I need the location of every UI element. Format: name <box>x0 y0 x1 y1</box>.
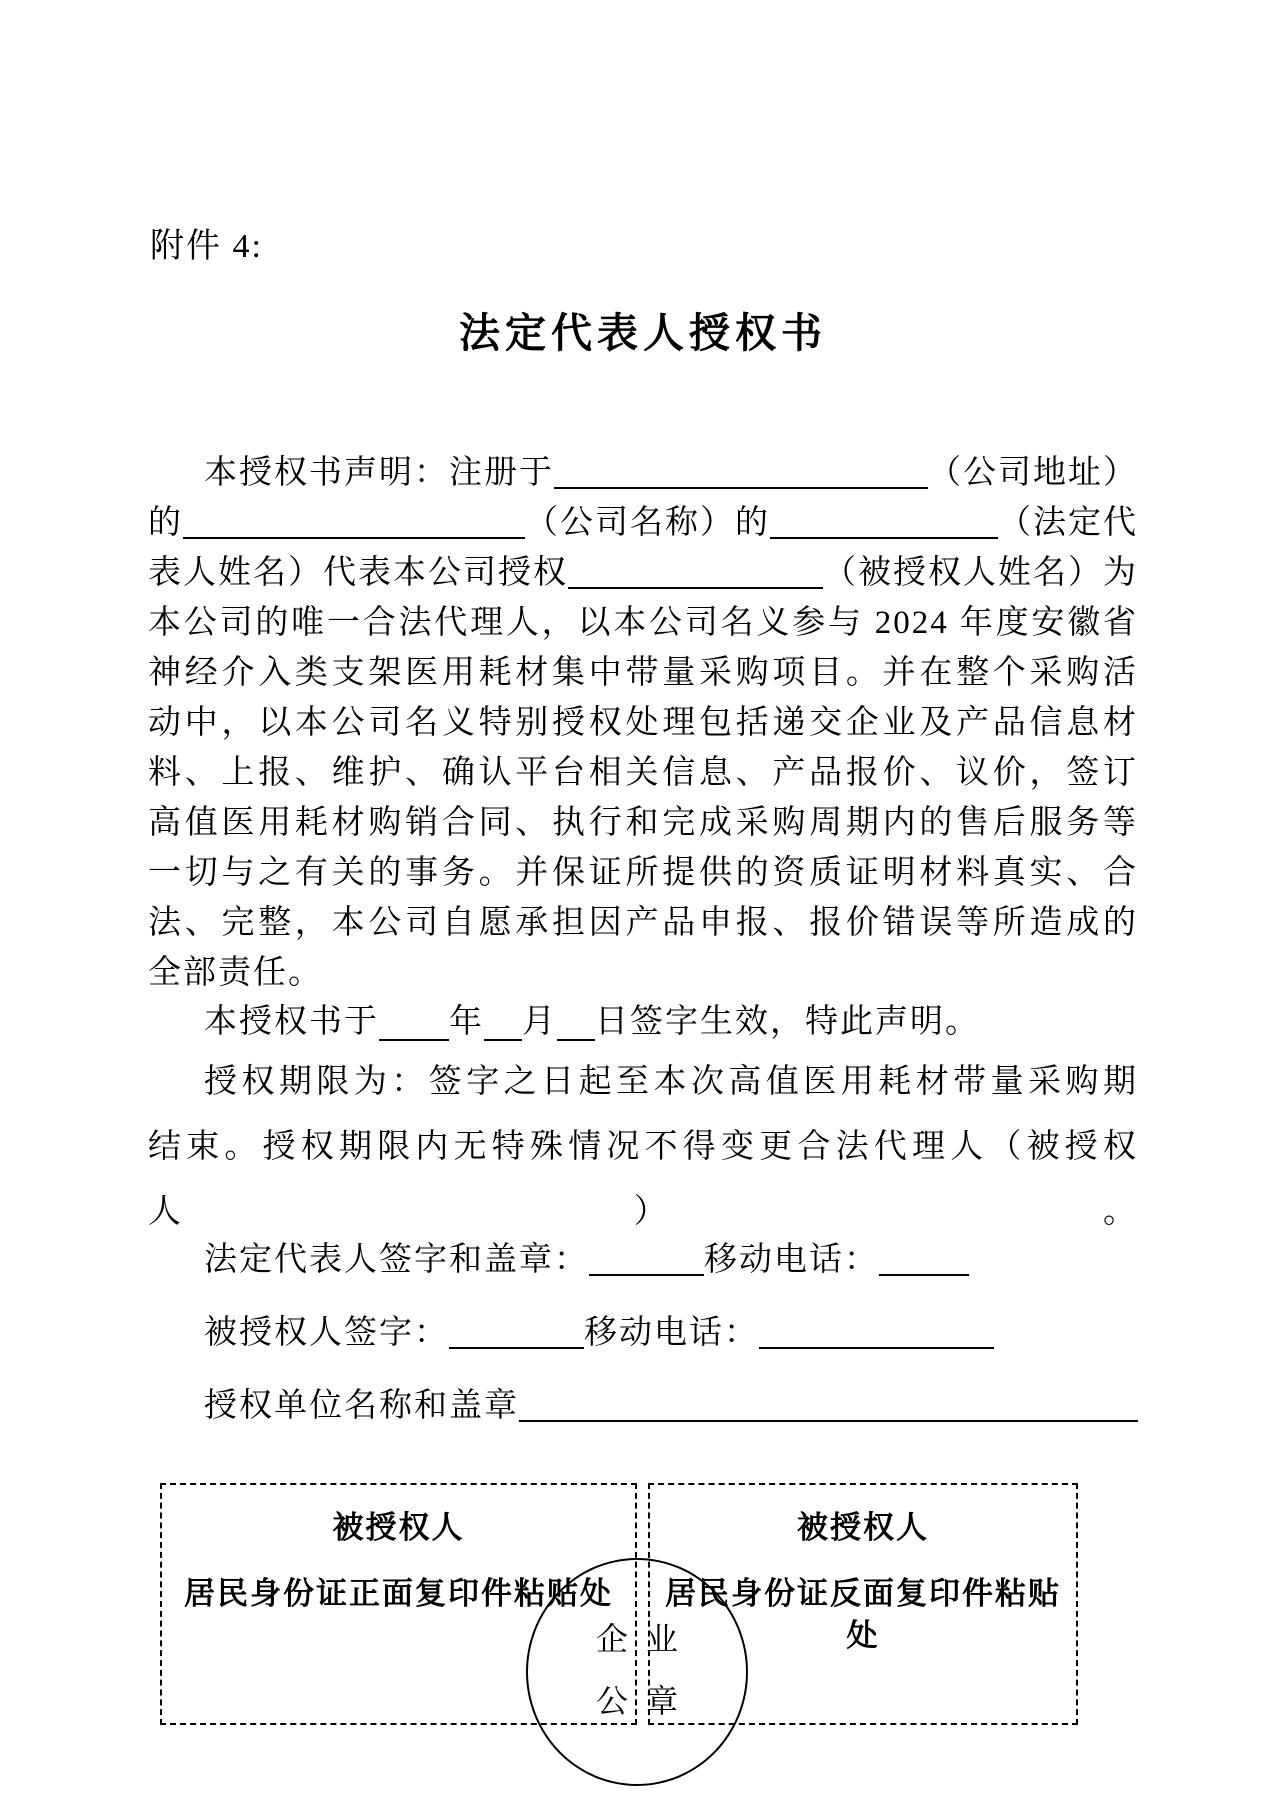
text-segment: 移动电话： <box>584 1315 759 1351</box>
company-seal-circle <box>526 1558 748 1786</box>
seal-char: 业 <box>646 1621 679 1657</box>
text-segment: 授权单位名称和盖章 <box>204 1388 519 1424</box>
blank-underline <box>484 1009 522 1041</box>
blank-underline <box>589 1244 704 1276</box>
text-line: 法、完整，本公司自愿承担因产品申报、报价错误等所造成的 <box>148 905 1138 941</box>
seal-text-row <box>528 1682 746 1720</box>
text-segment: 年 <box>449 1004 484 1040</box>
text-line <box>148 995 1138 1050</box>
paste-box-title: 被授权人 <box>332 1510 465 1545</box>
blank-underline <box>183 507 525 539</box>
blank-underline <box>519 1390 1138 1422</box>
blank-underline <box>879 1244 969 1276</box>
authorization-period-paragraph <box>148 1050 1138 1230</box>
text-segment: （公司地址） <box>928 455 1138 491</box>
attachment-label: 附件 4: <box>150 228 263 265</box>
blank-underline <box>557 1009 595 1041</box>
effective-date-paragraph <box>148 995 1138 1050</box>
text-line: 本公司的唯一合法代理人，以本公司名义参与 2024 年度安徽省 <box>148 605 1138 641</box>
text-segment: 法定代表人签字和盖章： <box>204 1242 589 1278</box>
text-line <box>148 1212 1138 1285</box>
text-line <box>148 448 1138 498</box>
text-segment: 表人姓名）代表本公司授权 <box>148 555 568 591</box>
text-segment: 被授权人签字： <box>204 1315 449 1351</box>
text-line: 结束。授权期限内无特殊情况不得变更合法代理人（被授权人）。 <box>148 1129 1138 1230</box>
text-line <box>148 498 1138 548</box>
text-segment: 的 <box>148 505 183 541</box>
blank-underline <box>770 507 998 539</box>
blank-underline <box>759 1317 994 1349</box>
text-segment: 日签字生效，特此声明。 <box>595 1004 980 1040</box>
text-line: 高值医用耗材购销合同、执行和完成采购周期内的售后服务等 <box>148 805 1138 841</box>
text-segment: 月 <box>522 1004 557 1040</box>
paste-box-caption: 居民身份证反面复印件粘贴处 <box>665 1576 1061 1653</box>
blank-underline <box>554 457 928 489</box>
page-title: 法定代表人授权书 <box>459 310 827 356</box>
seal-char: 企 <box>595 1621 628 1657</box>
seal-text-row <box>528 1620 746 1658</box>
text-segment: 本授权书于 <box>204 1004 379 1040</box>
text-segment: 移动电话： <box>704 1242 879 1278</box>
text-line: 料、上报、维护、确认平台相关信息、产品报价、议价，签订 <box>148 755 1138 791</box>
text-line: 全部责任。 <box>148 955 323 991</box>
text-line <box>148 548 1138 598</box>
seal-char: 公 <box>595 1683 628 1719</box>
signature-block <box>148 1212 1138 1431</box>
blank-underline <box>379 1009 449 1041</box>
text-line: 一切与之有关的事务。并保证所提供的资质证明材料真实、合 <box>148 855 1138 891</box>
text-segment: （法定代 <box>998 505 1138 541</box>
text-line <box>148 1285 1138 1358</box>
declaration-paragraph <box>148 448 1138 998</box>
paste-box-caption: 居民身份证正面复印件粘贴处 <box>184 1576 613 1611</box>
paste-box-title: 被授权人 <box>797 1510 929 1545</box>
blank-underline <box>568 557 823 589</box>
text-line: 神经介入类支架医用耗材集中带量采购项目。并在整个采购活 <box>148 655 1138 691</box>
text-segment: （被授权人姓名）为 <box>823 555 1138 591</box>
seal-char: 章 <box>646 1683 679 1719</box>
text-segment: 本授权书声明：注册于 <box>204 455 554 491</box>
text-line: 动中，以本公司名义特别授权处理包括递交企业及产品信息材 <box>148 705 1138 741</box>
text-line: 授权期限为：签字之日起至本次高值医用耗材带量采购期 <box>204 1064 1138 1100</box>
text-segment: （公司名称）的 <box>525 505 770 541</box>
text-line <box>148 1358 1138 1431</box>
blank-underline <box>449 1317 584 1349</box>
